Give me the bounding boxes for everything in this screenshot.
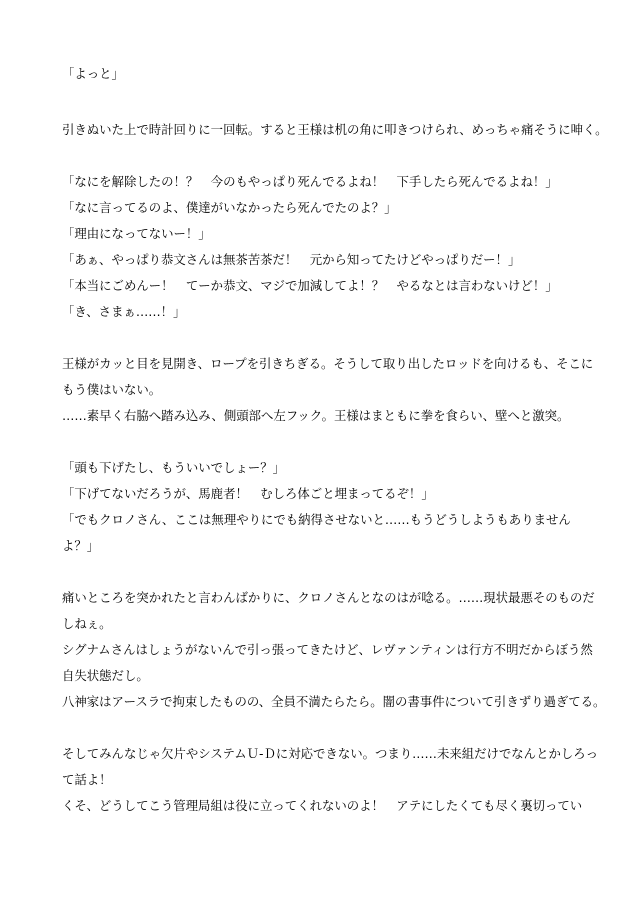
text-line: 「理由になってないー！」 xyxy=(62,226,211,241)
text-line: 王様がカッと目を見開き、ロープを引きちぎる。そうして取り出したロッドを向けるも、そこに xyxy=(62,356,594,371)
text-line: そしてみんなじゃ欠片やシステムＵ-Ｄに対応できない。つまり……未来組だけでなんとかしろっ xyxy=(62,746,599,761)
text-line: 「本当にごめんー！ てーか恭文、マジで加減してよ！？ やるなとは言わないけど！」 xyxy=(62,278,558,293)
text-line: しねぇ。 xyxy=(62,616,112,631)
text-line: 「でもクロノさん、ここは無理やりにでも納得させないと……もうどうしようもありません xyxy=(62,512,571,527)
text-line: 八神家はアースラで拘束したものの、全員不満たらたら。闇の書事件について引きずり過ぎてる。 xyxy=(62,694,606,709)
text-line: 「なに言ってるのよ、僕達がいなかったら死んでたのよ？」 xyxy=(62,200,397,215)
text-line: 「き、さまぁ……！」 xyxy=(62,304,186,319)
text-line: 痛いところを突かれたと言わんばかりに、クロノさんとなのはが唸る。……現状最悪そのものだ xyxy=(62,590,595,605)
text-line: 「なにを解除したの！？ 今のもやっぱり死んでるよね！ 下手したら死んでるよね！」 xyxy=(62,174,558,189)
text-line: よ？」 xyxy=(62,538,100,553)
text-line: ……素早く右脇へ踏み込み、側頭部へ左フック。王様はまともに拳を食らい、壁へと激突。 xyxy=(62,408,570,423)
text-line: 「あぁ、やっぱり恭文さんは無茶苦茶だ！ 元から知ってたけどやっぱりだー！」 xyxy=(62,252,521,267)
text-line: 「よっと」 xyxy=(62,66,124,81)
text-line: くそ、どうしてこう管理局組は役に立ってくれないのよ！ アテにしたくても尽く裏切ってい xyxy=(62,798,583,813)
text-line: て話よ！ xyxy=(62,772,112,787)
text-line: 「下げてないだろうが、馬鹿者！ むしろ体ごと埋まってるぞ！」 xyxy=(62,486,434,501)
text-line: 引きぬいた上で時計回りに一回転。すると王様は机の角に叩きつけられ、めっちゃ痛そうに呻く。 xyxy=(62,122,608,137)
text-line: 自失状態だし。 xyxy=(62,668,149,683)
text-line: シグナムさんはしょうがないんで引っ張ってきたけど、レヴァンティンは行方不明だからぼう然 xyxy=(62,642,593,657)
text-line: 「頭も下げたし、もういいでしょー？」 xyxy=(62,460,286,475)
text-line: もう僕はいない。 xyxy=(62,382,162,397)
